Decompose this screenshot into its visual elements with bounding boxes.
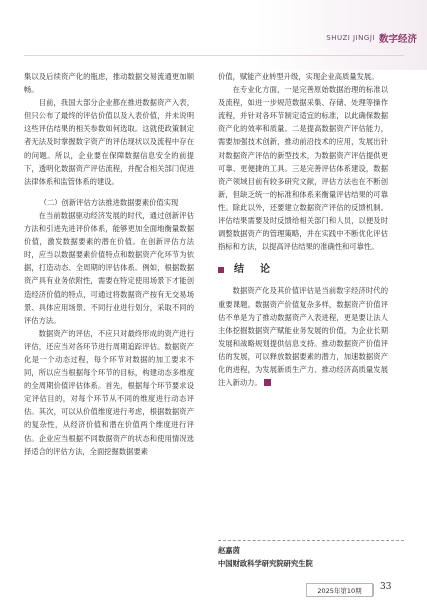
right-paragraph-2: 在专业化方面，一是完善原始数据治理的标准以及流程，如进一步规范数据采集、存储、处理等操作流程，并针对各环节制定适宜的标准，以此确保数据资产化的效率和质量。二是提高数据资产评估能力，需要加强技术创新，推动前沿技术的应用，发展出针对数据资产评估的新型技术，为数据资产评估提供更可靠、更便捷的工具。三是完善评估体系建设，数据资产领域目前有较多研究文献，评估方法也在不断创新，但缺乏统一的标准和体系来衡量评估结果的可靠性。除此以外，还要建立数据资产评估的反馈机制。评估结果需要及时反馈给相关部门和人员，以便及时调整数据资产的管理策略，并在实践中不断优化评估指标和方法，以提高评估结果的准确性和可靠性。 [218,85,388,252]
header-rule [24,55,404,56]
conclusion-title: 结 论 [234,264,273,276]
left-paragraph-4: 数据资产的评估，不应只对最终形成的资产进行评估，还应当对各环节进行周期追踪评估。数据资产化是一个动态过程，每个环节对数据的加工要求不同，所以应当根据每个环节的目标，构建动态多维度的全周期价值评估体系。首先，根据每个环节要求设定评估目的，对每个环节从不同的维度进行动态评估。其次，可以从价值维度进行考虑，根据数据资产的复杂性，从经济价值和潜在价值两个维度进行评估。企业应当根据不同数据资产的状态和使用情况选择适合的评估方法，全面挖掘数据要素 [24,328,194,456]
section-square-icon [218,267,224,273]
left-paragraph-2: 目前，我国大部分企业都在推进数据资产入表，但只公布了最终的评估价值以及入表价值，并未说明这些评估结果的相关参数如何选取。这就使政策制定者无法及时掌握数字资产的评估现状以及流程中存在的问题。所以，企业要在保障数据信息安全的前提下，透明化数据资产评估流程，并配合相关部门促进法律体系和监管体系的建设。 [24,98,194,186]
right-paragraph-1: 价值，赋能产业转型升级，实现企业高质量发展。 [218,72,379,81]
page-header [0,0,427,70]
column-pinyin: SHUZI JINGJI [326,34,375,42]
issue-label: 2025年第10期 [306,583,373,597]
author-affiliation: 中国财政科学研究院研究生院 [218,559,313,568]
left-paragraph-1: 集以及后续资产化的瓶虑，推动数据交易流通更加顺畅。 [24,72,194,95]
end-of-article-icon [264,379,271,386]
left-paragraph-3: 在当前数据驱动经济发展的时代，通过创新评估方法和引进先进评价体系，能够更加全面地衡量数据价值，激发数据要素的潜在价值。在创新评估方法时，应当以数据要素价值特点和数据资产化环节为依据，打造动态、全周期的评估体系。例如，根据数据资产具有业务依附性，需要在特定使用场景下才能创造经济价值的特点，可通过将数据资产按有无交易场景、具体应用场景、不同行业进行划分，采取不同的评估方法。 [24,210,194,325]
column-section-title: 数字经济 [378,34,417,45]
conclusion-heading [218,263,388,276]
column-title [300,28,427,48]
conclusion-text: 数据资产化及其价值评估是当前数字经济时代的重要课题。数据资产价值复杂多样，数据资产价值评估不单是为了推动数据资产入表进程，更是要让法人主体挖掘数据资产赋能业务发展的价值，为企业长期发展和战略规划提供信息支持。推动数据资产价值评估的发展，可以释放数据要素的潜力，加速数据资产化的进程，为发展新质生产力、推动经济高质量发展注入新动力。 [218,286,388,388]
author-name: 赵嘉茵 [218,546,240,555]
subsection-heading: （二）创新评估方法推进数据要素价值实现 [39,197,179,207]
left-column [24,70,194,458]
footer-separator [373,584,374,596]
page-number: 33 [380,582,392,592]
right-column [218,70,388,389]
author-divider [218,540,404,541]
right-paragraph-3 [218,284,388,389]
